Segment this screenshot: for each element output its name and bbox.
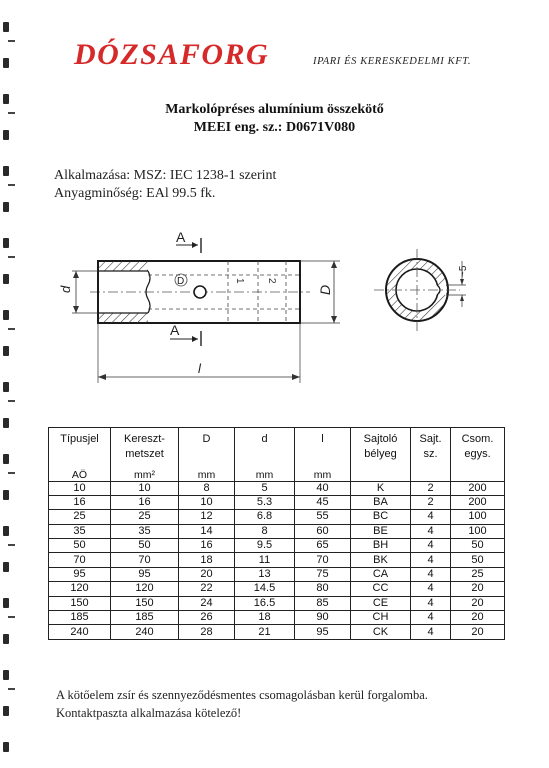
table-cell: CK <box>351 625 411 639</box>
table-cell: CA <box>351 567 411 581</box>
table-cell: 4 <box>411 596 451 610</box>
svg-text:D: D <box>317 284 333 295</box>
unit-cell: mm² <box>111 468 179 482</box>
table-cell: 4 <box>411 567 451 581</box>
table-cell: 9.5 <box>235 539 295 553</box>
table-row <box>49 611 505 625</box>
table-row <box>49 524 505 538</box>
svg-text:1: 1 <box>234 278 245 284</box>
table-cell: BE <box>351 524 411 538</box>
table-row <box>49 495 505 509</box>
table-cell: 12 <box>179 510 235 524</box>
table-cell: 80 <box>295 582 351 596</box>
table-cell: 4 <box>411 582 451 596</box>
table-cell: 65 <box>295 539 351 553</box>
table-cell: BC <box>351 510 411 524</box>
table-cell: 22 <box>179 582 235 596</box>
table-cell: 16.5 <box>235 596 295 610</box>
table-cell: 50 <box>49 539 111 553</box>
table-cell: 95 <box>111 567 179 581</box>
table-cell: 185 <box>49 611 111 625</box>
table-cell: 16 <box>111 495 179 509</box>
table-cell: 70 <box>111 553 179 567</box>
table-row <box>49 553 505 567</box>
table-cell: 13 <box>235 567 295 581</box>
table-cell: 14.5 <box>235 582 295 596</box>
svg-text:~5: ~5 <box>458 265 469 277</box>
table-row <box>49 582 505 596</box>
table-row <box>49 567 505 581</box>
table-cell: 16 <box>49 495 111 509</box>
table-cell: 120 <box>111 582 179 596</box>
table-cell: 240 <box>49 625 111 639</box>
company-suffix: IPARI ÉS KERESKEDELMI KFT. <box>313 56 472 67</box>
table-cell: 25 <box>49 510 111 524</box>
table-cell: 10 <box>179 495 235 509</box>
table-cell: 185 <box>111 611 179 625</box>
table-cell: 10 <box>49 481 111 495</box>
table-cell: 11 <box>235 553 295 567</box>
table-cell: 70 <box>295 553 351 567</box>
table-cell: 10 <box>111 481 179 495</box>
spec-application: Alkalmazása: MSZ: IEC 1238-1 szerint <box>54 168 277 183</box>
table-cell: 4 <box>411 611 451 625</box>
table-cell: 90 <box>295 611 351 625</box>
table-cell: 21 <box>235 625 295 639</box>
table-cell: 20 <box>451 582 505 596</box>
table-cell: 14 <box>179 524 235 538</box>
table-cell: BK <box>351 553 411 567</box>
product-code: MEEI eng. sz.: D0671V080 <box>193 120 356 135</box>
table-header-row <box>49 428 505 468</box>
table-cell: 25 <box>111 510 179 524</box>
table-cell: 5 <box>235 481 295 495</box>
svg-text:l: l <box>198 361 201 376</box>
table-cell: 2 <box>411 481 451 495</box>
table-cell: 55 <box>295 510 351 524</box>
table-cell: CH <box>351 611 411 625</box>
table-cell: 95 <box>295 625 351 639</box>
table-cell: CE <box>351 596 411 610</box>
table-cell: 60 <box>295 524 351 538</box>
unit-cell: mm <box>295 468 351 482</box>
table-cell: 5.3 <box>235 495 295 509</box>
table-cell: 150 <box>111 596 179 610</box>
connector-technical-drawing <box>48 225 488 385</box>
table-cell: 28 <box>179 625 235 639</box>
table-cell: 6.8 <box>235 510 295 524</box>
spec-material: Anyagminőség: EAl 99.5 fk. <box>54 186 216 201</box>
svg-text:2: 2 <box>266 278 277 284</box>
table-row <box>49 510 505 524</box>
table-cell: 16 <box>179 539 235 553</box>
table-cell: BA <box>351 495 411 509</box>
table-cell: 70 <box>49 553 111 567</box>
svg-text:A: A <box>176 229 186 245</box>
company-logo: DÓZSAFORG <box>74 38 270 71</box>
table-cell: 50 <box>111 539 179 553</box>
footer-note-paste: Kontaktpaszta alkalmazása kötelező! <box>56 706 242 720</box>
table-cell: 75 <box>295 567 351 581</box>
table-cell: 100 <box>451 510 505 524</box>
table-row <box>49 596 505 610</box>
table-cell: 20 <box>451 625 505 639</box>
unit-cell: AÖ <box>49 468 111 482</box>
table-cell: 20 <box>451 596 505 610</box>
table-cell: 4 <box>411 539 451 553</box>
table-cell: 4 <box>411 524 451 538</box>
footer-note-packaging: A kötőelem zsír és szennyeződésmentes csomagolásban kerül forgalomba. <box>56 688 428 702</box>
table-cell: 8 <box>179 481 235 495</box>
cross-section-view <box>374 249 469 331</box>
svg-text:D: D <box>177 276 185 287</box>
table-row <box>49 539 505 553</box>
table-cell: 4 <box>411 510 451 524</box>
table-row <box>49 625 505 639</box>
product-title: Markolópréses alumínium összekötő <box>165 102 384 117</box>
table-cell: 18 <box>235 611 295 625</box>
table-cell: 8 <box>235 524 295 538</box>
table-cell: 26 <box>179 611 235 625</box>
header-cell: Kereszt- metszet <box>111 428 179 468</box>
table-cell: BH <box>351 539 411 553</box>
dimensions-table <box>48 427 505 640</box>
table-cell: K <box>351 481 411 495</box>
svg-text:d: d <box>58 285 73 293</box>
header-cell: Sajtoló bélyeg <box>351 428 411 482</box>
table-cell: 95 <box>49 567 111 581</box>
unit-cell: mm <box>179 468 235 482</box>
table-cell: 4 <box>411 625 451 639</box>
table-cell: 100 <box>451 524 505 538</box>
table-cell: 240 <box>111 625 179 639</box>
table-cell: 4 <box>411 553 451 567</box>
table-cell: 35 <box>49 524 111 538</box>
unit-cell: mm <box>235 468 295 482</box>
header-cell: Típusjel <box>49 428 111 468</box>
table-cell: 150 <box>49 596 111 610</box>
svg-text:A: A <box>170 322 180 338</box>
table-cell: 45 <box>295 495 351 509</box>
table-cell: 35 <box>111 524 179 538</box>
header-cell: Sajt. sz. <box>411 428 451 482</box>
table-cell: 85 <box>295 596 351 610</box>
header-cell: l <box>295 428 351 468</box>
table-cell: CC <box>351 582 411 596</box>
table-cell: 40 <box>295 481 351 495</box>
table-cell: 200 <box>451 481 505 495</box>
header-cell: Csom. egys. <box>451 428 505 482</box>
table-cell: 24 <box>179 596 235 610</box>
table-cell: 18 <box>179 553 235 567</box>
table-cell: 20 <box>451 611 505 625</box>
table-cell: 200 <box>451 495 505 509</box>
section-marker-bottom <box>170 322 201 346</box>
table-row <box>49 481 505 495</box>
table-cell: 25 <box>451 567 505 581</box>
header-cell: D <box>179 428 235 468</box>
header-cell: d <box>235 428 295 468</box>
table-cell: 120 <box>49 582 111 596</box>
table-cell: 2 <box>411 495 451 509</box>
table-cell: 50 <box>451 553 505 567</box>
table-cell: 20 <box>179 567 235 581</box>
section-marker-top <box>176 229 201 253</box>
table-cell: 50 <box>451 539 505 553</box>
